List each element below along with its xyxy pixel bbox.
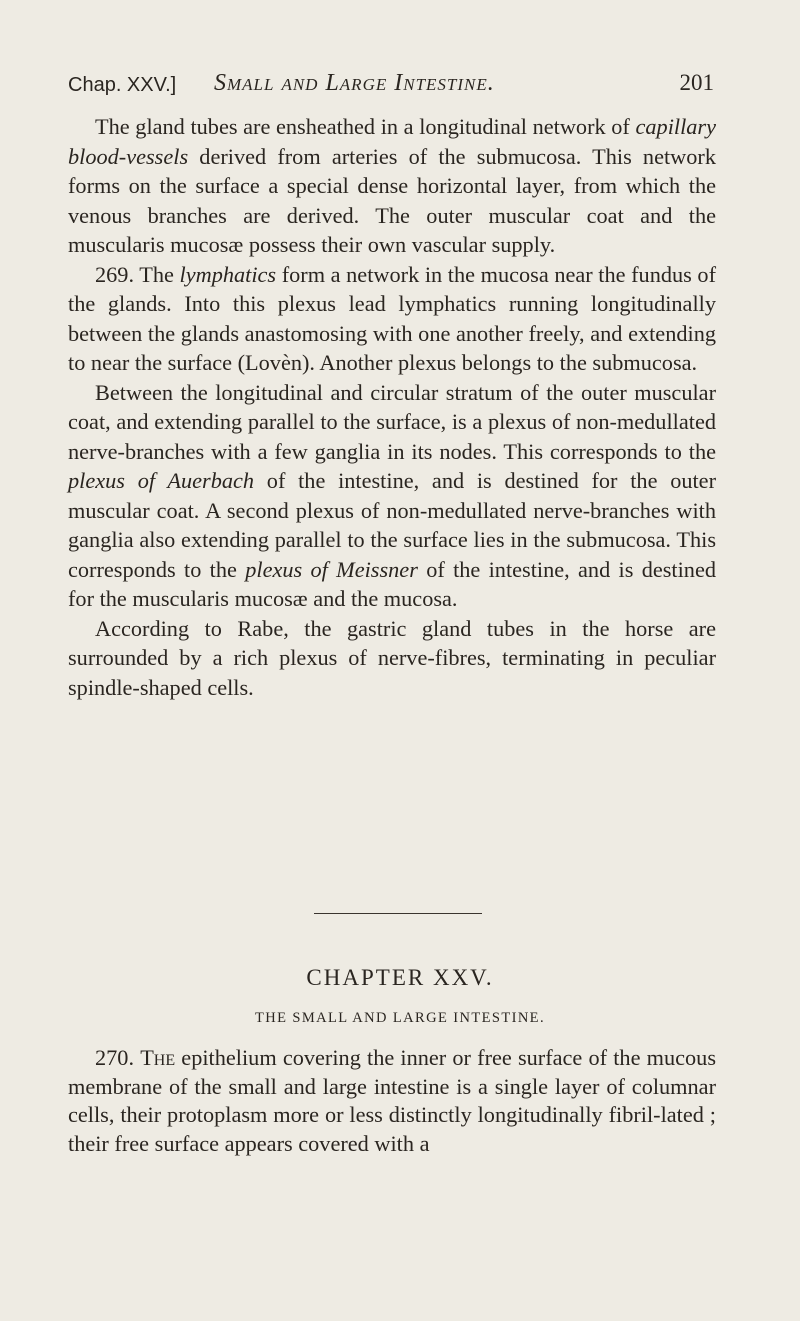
text-run: of the intestine, and is destined for the muscularis mucosæ and the mucosa. (68, 556, 717, 611)
chapter-subtitle: THE SMALL AND LARGE INTESTINE. (255, 1010, 545, 1026)
paragraph-epithelium (68, 1044, 716, 1158)
chapter-body-text (68, 1044, 716, 1158)
text-run: epithelium covering the inner or free surface of the mucous membrane of the small and large intestine is a single layer of columnar cells, their protoplasm more or less distinctly longitudinally fibril-lated ; their free surface appears covered with a (68, 1045, 716, 1156)
header-chapter: Chap. XXV.] (68, 74, 177, 96)
text-run: 269. The (95, 261, 180, 287)
paragraph-rabe (68, 614, 716, 703)
running-header (68, 66, 714, 100)
section-number: 270. (95, 1045, 141, 1070)
page-number: 201 (679, 70, 714, 95)
text-run: According to Rabe, the gastric gland tubes in the horse are surrounded by a rich plexus of nerve-fibres, terminating in peculiar spindle-shaped cells. (68, 615, 716, 700)
text-run: Between the longitudinal and circular stratum of the outer muscular coat, and extending parallel to the surface, is a plexus of non-medullated nerve-branches with a few ganglia in its nodes. This corresponds to the (68, 379, 716, 464)
header-title: Small and Large Intestine. (214, 70, 495, 96)
chapter-title: CHAPTER XXV. (306, 965, 494, 990)
italic-term: plexus of Auerbach (68, 468, 255, 493)
paragraph-lymphatics (68, 260, 716, 378)
text-run: form a network in the mucosa near the fundus of the glands. Into this plexus lead lymphatics running longitudinally between the glands anastomosing with one another freely, and extending to near the surface (Lovèn). Another plexus belongs to the submucosa. (68, 261, 716, 375)
lead-word: The (140, 1045, 176, 1070)
text-run: derived from arteries of the submucosa. This network forms on the surface a special dense horizontal layer, from which the venous branches are derived. The outer muscular coat and the muscularis mucosæ possess their own vascular supply. (68, 143, 716, 257)
text-run: The gland tubes are ensheathed in a longitudinal network of (95, 114, 636, 139)
paragraph-blood-vessels (68, 112, 716, 260)
italic-term: plexus of Meissner (245, 556, 418, 582)
paragraph-nerve-plexus (68, 378, 716, 614)
italic-term: capillary blood-vessels (68, 114, 716, 169)
text-run: of the intestine, and is destined for the outer muscular coat. A second plexus of non-medullated nerve-branches with ganglia also extending parallel to the surface lies in the submucosa. This corresponds to the (68, 468, 717, 582)
italic-term: lymphatics (179, 261, 277, 287)
body-text (68, 112, 716, 702)
chapter-divider (314, 913, 482, 914)
